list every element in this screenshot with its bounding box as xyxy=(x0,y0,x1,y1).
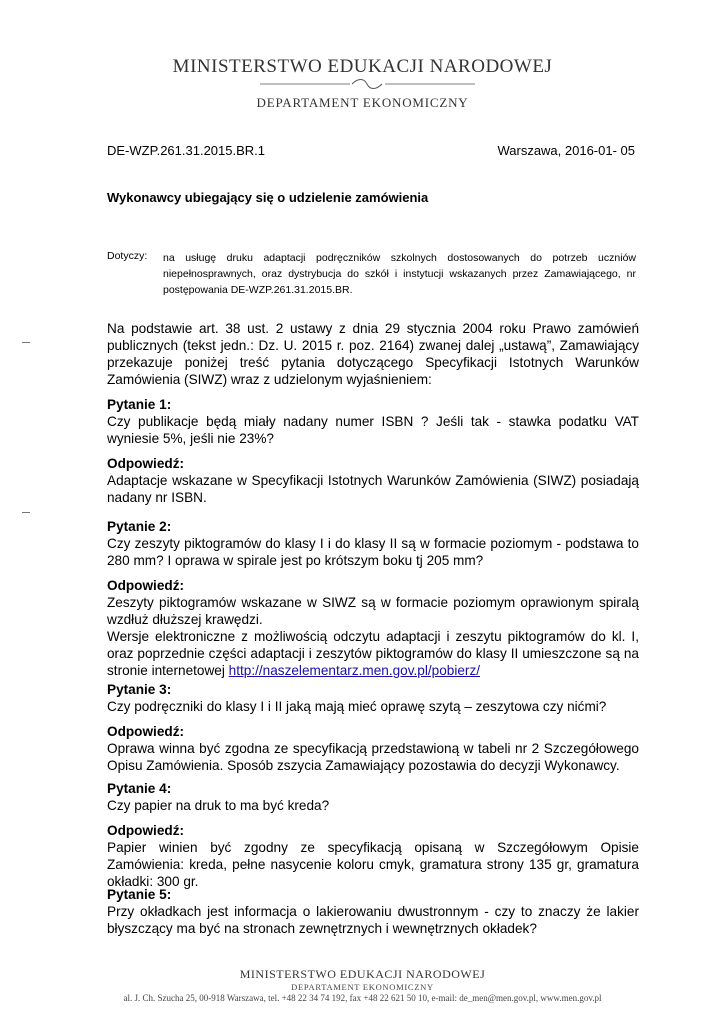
intro-text: Na podstawie art. 38 ust. 2 ustawy z dnia 29 stycznia 2004 roku Prawo zamówień publicznych (tekst jedn.: Dz. U. 2015 r. poz. 2164) zwanej dalej „ustawą”, Zamawiający przekazuje poniżej treść pytania dotyczącego Specyfikacji Istotnych Warunków Zamówienia (SIWZ) wraz z udzielonym wyjaśnieniem: xyxy=(107,321,639,387)
place-date: Warszawa, 2016-01- 05 xyxy=(497,143,635,158)
answer-label: Odpowiedź: xyxy=(107,724,185,739)
subject-label: Dotyczy: xyxy=(107,250,148,262)
answer-label: Odpowiedź: xyxy=(107,456,185,471)
department-title: DEPARTAMENT EKONOMICZNY xyxy=(256,95,469,110)
recipient-heading: Wykonawcy ubiegający się o udzielenie zamówienia xyxy=(107,190,429,205)
document-reference: DE-WZP.261.31.2015.BR.1 xyxy=(107,143,266,158)
intro-paragraph xyxy=(107,320,639,388)
question-label: Pytanie 1: xyxy=(107,397,172,412)
qa-block-3 xyxy=(107,681,639,774)
question-text: Przy okładkach jest informacja o lakierowaniu dwustronnym - czy to znaczy że lakier błyszczący ma być na stronach zewnętrznych i wewnętrznych okładek? xyxy=(107,904,639,936)
footer-ministry: MINISTERSTWO EDUKACJI NARODOWEJ xyxy=(239,967,486,981)
answer-text-part: Wersje elektroniczne z możliwością odczytu adaptacji i zeszytu piktogramów do kl. I, oraz poprzednie części adaptacji i zeszytów piktogramów do klasy II umieszczone są na stronie internetowej xyxy=(107,629,639,678)
qa-block-5 xyxy=(107,886,639,937)
answer-text: Papier winien być zgodny ze specyfikacją opisaną w Szczegółowym Opisie Zamówienia: kreda, pełne nasycenie koloru cmyk, gramatura strony 135 gr, gramatura okładki: 300 gr. xyxy=(107,840,639,889)
subject-text: na usługę druku adaptacji podręczników szkolnych dostosowanych do potrzeb uczniów niepełnosprawnych, oraz dystrybucja do szkół i instytucji wskazanych przez Zamawiającego, nr postępowania DE-WZP.261.31.2015.BR. xyxy=(163,252,636,296)
question-text: Czy publikacje będą miały nadany numer ISBN ? Jeśli tak - stawka podatku VAT wyniesie 5%, jeśli nie 23%? xyxy=(107,414,639,446)
question-label: Pytanie 3: xyxy=(107,682,172,697)
question-label: Pytanie 4: xyxy=(107,781,172,796)
question-text: Czy papier na druk to ma być kreda? xyxy=(107,798,330,813)
answer-label: Odpowiedź: xyxy=(107,578,185,593)
answer-text-continued xyxy=(107,628,639,679)
margin-mark xyxy=(22,512,30,513)
qa-block-1 xyxy=(107,396,639,506)
ornament-divider-icon xyxy=(260,78,475,90)
answer-label: Odpowiedź: xyxy=(107,823,185,838)
margin-mark xyxy=(22,342,30,343)
ministry-title: MINISTERSTWO EDUKACJI NARODOWEJ xyxy=(172,56,553,77)
question-label: Pytanie 2: xyxy=(107,519,172,534)
footer-address: al. J. Ch. Szucha 25, 00-918 Warszawa, tel. +48 22 34 74 192, fax +48 22 621 50 10, e-mail: de_men@men.gov.pl, www.men.gov.pl xyxy=(123,993,602,1003)
question-text: Czy zeszyty piktogramów do klasy I i do klasy II są w formacie poziomym - podstawa to 280 mm? I oprawa w spirale jest po krótszym boku tj 205 mm? xyxy=(107,536,639,568)
question-text: Czy podręczniki do klasy I i II jaką mają mieć oprawę szytą – zeszytowa czy nićmi? xyxy=(107,699,607,714)
qa-block-4 xyxy=(107,780,639,890)
download-link[interactable]: http://naszelementarz.men.gov.pl/pobierz/ xyxy=(228,663,481,678)
footer-department: DEPARTAMENT EKONOMICZNY xyxy=(291,982,434,992)
answer-text: Adaptacje wskazane w Specyfikacji Istotnych Warunków Zamówienia (SIWZ) posiadają nadany nr ISBN. xyxy=(107,473,639,505)
answer-text: Zeszyty piktogramów wskazane w SIWZ są w formacie poziomym oprawionym spiralą wzdłuż dłuższej krawędzi. xyxy=(107,595,639,627)
answer-text: Oprawa winna być zgodna ze specyfikacją przedstawioną w tabeli nr 2 Szczegółowego Opisu Zamówienia. Sposób zszycia Zamawiający pozostawia do decyzji Wykonawcy. xyxy=(107,741,639,773)
qa-block-2 xyxy=(107,518,639,679)
question-label: Pytanie 5: xyxy=(107,887,172,902)
